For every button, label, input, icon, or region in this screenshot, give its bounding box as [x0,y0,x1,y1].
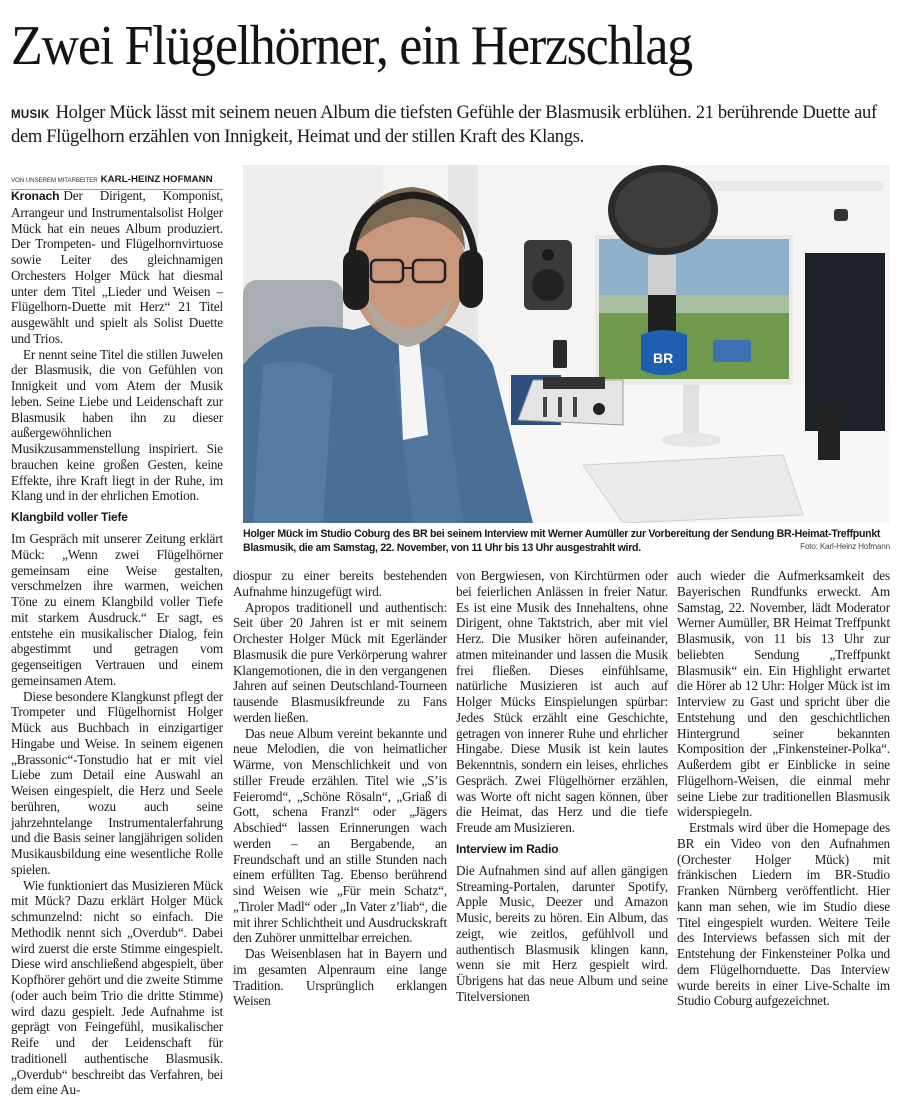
paragraph: Er nennt seine Titel die stillen Juwelen der Blasmusik, die von Gefühlen von Innigkeit und vom Atem der Musik leben. Seine Liebe und Leidenschaft zur Blasmusik haben ihn zu dieser außergewöhnlichen Musikzusammenstellung inspiriert. Sie brauchen keine großen Gesten, keine Effekte, ihre Kraft liegt in der Ruhe, im Klang und in der ehrlichen Emotion. [11,347,223,505]
teaser [11,102,891,148]
paragraph: Die Aufnahmen sind auf allen gängigen Streaming-Portalen, darunter Spotify, Apple Music, Deezer und Amazon Music, bereits zu hören. Ein Album, das zeigt, wie zeitlos, gefühlvoll und authentisch Blasmusik klingen kann, wenn sie mit Herz gespielt wird. Übrigens hat das neue Album und seine Titelversionen [456,863,668,1005]
paragraph-text: Der Dirigent, Komponist, Arrangeur und Instrumentalsolist Holger Mück hat ein neues Album produziert. Der Trompeten- und Flügelhornvirtuose sowie Leiter des gleichnamigen Orchesters Holger Mück hat diesmal unter dem Titel „Lieder und Weisen – Flügelhorn-Duette mit Herz“ 21 Titel ausgewählt und spielt als Solist Duette und Trios. [11,188,223,346]
br-logo: BR [653,350,673,366]
headline: Zwei Flügelhörner, ein Herzschlag [11,14,834,78]
article-column-1 [11,188,223,1098]
byline-prefix: VON UNSEREM MITARBEITER [11,177,98,184]
subhead-interview: Interview im Radio [456,842,668,857]
paragraph: Wie funktioniert das Musizieren Mück mit Mück? Dazu erklärt Holger Mück schmunzelnd: nicht so einfach. Die Methodik nennt sich „Overdub“. Dabei wird zuerst die erste Stimme eingespielt. Diese wird anschließend abgespielt, über Kopfhörer gehört und die zweite Stimme (oder auch beim Trio die dritte Stimme) wird dazu gespielt. Jede Aufnahme ist geprägt von Feingefühl, musikalischer Reife und der Leidenschaft für traditionell authentische Blasmusik. „Overdub“ beschreibt das Verfahren, bei dem eine Au- [11,878,223,1098]
paragraph: Apropos traditionell und authentisch: Seit über 20 Jahren ist er mit seinem Orchester Holger Mück mit Egerländer Blasmusik die pure Verkörperung wahrer Klangemotionen, die in den vergangenen Jahren auf seinen Deutschland-Tourneen tausende Blasmusikfreunde zu Fans werden ließen. [233,600,447,726]
speaker [524,240,572,310]
paragraph: auch wieder die Aufmerksamkeit des Bayerischen Rundfunks erweckt. Am Samstag, 22. November, lädt Moderator Werner Aumüller, BR Heimat Treffpunkt Blasmusik, von 11 bis 13 Uhr zur beliebten Sendung „Treffpunkt Blasmusik“ ein. Ein Highlight erwartet die Hörer ab 12 Uhr: Holger Mück ist im Interview zu Gast und spricht über die Entstehung und den geschichtlichen Hintergrund seiner bekannten Komposition der „Finkensteiner-Polka“. Außerdem gibt er Einblicke in seine Flügelhorn-Weisen, die einmal mehr seine Liebe zur traditionellen Blasmusik widerspiegeln. [677,568,890,820]
photo-credit: Foto: Karl-Heinz Hofmann [800,542,890,551]
paragraph: von Bergwiesen, von Kirchtürmen oder bei feierlichen Anlässen in freier Natur. Es ist eine Musik des Innehaltens, ohne Dirigent, ohne Taktstrich, aber mit viel Herz. Die Musiker hören aufeinander, atmen miteinander und lassen die Musik frei fließen. Dieses einfühlsame, natürliche Musizieren ist auch auf Holger Mücks Einspielungen spürbar: Jedes Stück erzählt eine Geschichte, getragen von innerer Ruhe und ehrlicher Hingabe. Diese Musik ist kein lautes Bekenntnis, sondern ein leises, ehrliches Gespräch. Zwei Flügelhörner erzählen, was Worte oft nicht sagen können, über die Heimat, das Herz und die tiefe Freude am Musizieren. [456,568,668,836]
mixer-console [518,377,623,425]
dateline: Kronach [11,189,59,203]
phone [553,340,567,368]
article-photo [243,165,890,523]
paragraph: diospur zu einer bereits bestehenden Aufnahme hinzugefügt wird. [233,568,447,600]
article-column-2 [233,568,447,1009]
subhead-klangbild: Klangbild voller Tiefe [11,510,223,525]
article-column-3 [456,568,668,1005]
teaser-text: Holger Mück lässt mit seinem neuen Album die tiefsten Gefühle der Blasmusik erblühen. 21 berührende Duette auf dem Flügelhorn erzählen von Innigkeit, Heimat und der stillen Kraft des Klangs. [11,102,877,147]
photo-caption: Holger Mück im Studio Coburg des BR bei seinem Interview mit Werner Aumüller zur Vorbereitung der Sendung BR-Heimat-Treffpunkt Blasmusik, die am Samstag, 22. November, von 11 Uhr bis 13 Uhr ausgestrahlt wird. [243,527,890,555]
section-kicker: MUSIK [11,109,50,121]
paragraph: Erstmals wird über die Homepage des BR ein Video von den Aufnahmen (Orchester Holger Mück) mit fränkischen Liedern im BR-Studio Franken Nürnberg veröffentlicht. Hier kann man sehen, wie im Studio diese Titel eingespielt wurden. Weitere Teile des Interviews befassen sich mit der Entstehung der Finkensteiner Polka und dem Flügelhornduette. Das Interview wurde bereits in einer Live-Schalte im Studio Coburg aufgezeichnet. [677,820,890,1009]
paragraph [11,188,223,347]
keyboard [583,455,803,523]
paragraph: Im Gespräch mit unserer Zeitung erklärt Mück: „Wenn zwei Flügelhörner gemeinsam eine Weise gestalten, verschmelzen ihre warmen, weichen Töne zu einem Klangbild voller Tiefe mit starkem Ausdruck.“ Er sagt, es entstehe ein musikalischer Dialog, fein abgestimmt und getragen vom gegenseitigen Vertrauen und einem gemeinsamen Atem. [11,531,223,689]
article-column-4 [677,568,890,1009]
paragraph: Das Weisenblasen hat in Bayern und im gesamten Alpenraum eine lange Tradition. Ursprünglich erklangen Weisen [233,946,447,1009]
paragraph: Das neue Album vereint bekannte und neue Melodien, die von heimatlicher Wärme, von Menschlichkeit und von stiller Freude erzählen. Titel wie „S’is Feieromd“, „Schöne Rösaln“, „Griaß di Gott, schena Franzl“ oder „Jägers Abschied“ lassen Erinnerungen wach werden – an Bergabende, an Freundschaft und an stille Stunden nach einem erfüllten Tag. Ebenso berührend sind Weisen wie „Für mein Schatz“, „Tiroler Madl“ oder „In Vater z’liab“, die mit ihrer Schlichtheit und Ausdruckskraft den Zuhörer unmittelbar erreichen. [233,726,447,947]
byline [11,169,223,190]
paragraph: Diese besondere Klangkunst pflegt der Trompeter und Flügelhornist Holger Mück aus Buchbach in einzigartiger Hingabe und Weise. In seinem eigenen „Brassonic“-Tonstudio hat er mit viel Liebe zum Detail eine Auswahl an Weisen eingespielt, die Herz und Seele berühren, wozu auch seine jahrzehntelange Instrumentalerfahrung und die Basis seiner langjährigen soliden Musikausbildung eine wesentliche Rolle spielen. [11,689,223,878]
author-name: KARL-HEINZ HOFMANN [101,174,213,185]
studio-photo [243,165,890,523]
